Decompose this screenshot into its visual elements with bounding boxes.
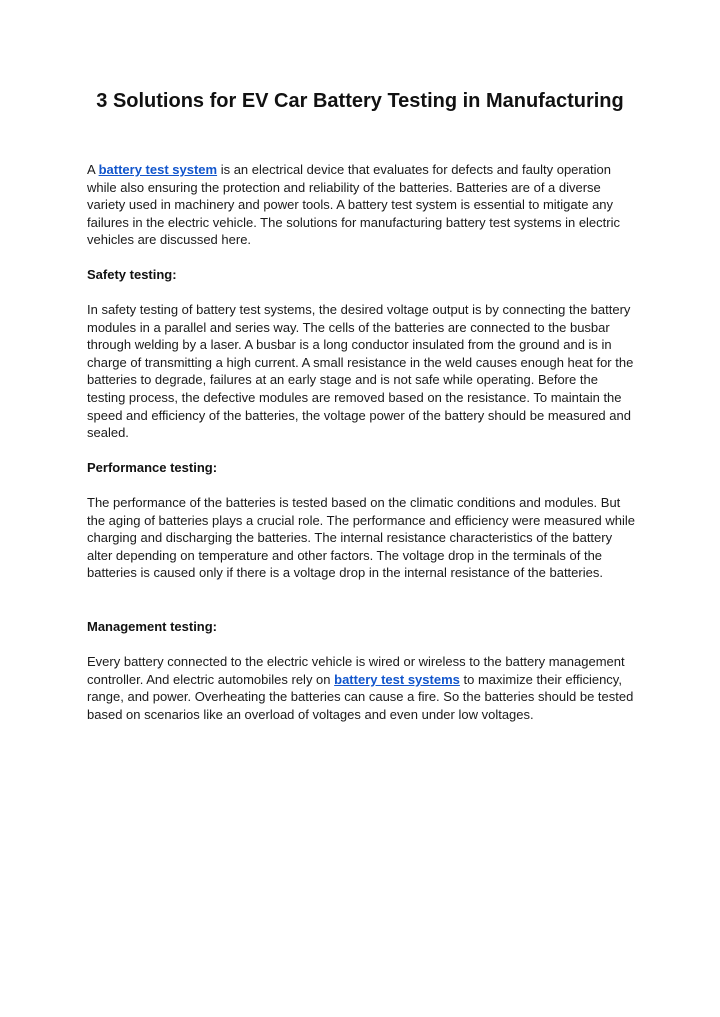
intro-prefix: A bbox=[87, 162, 99, 177]
document-title: 3 Solutions for EV Car Battery Testing in Manufacturing bbox=[96, 90, 624, 112]
section-heading-performance: Performance testing: bbox=[87, 460, 218, 475]
management-body-suffix: to maximize their efficiency, range, and power. Overheating the batteries can cause a fire. So the batteries should be tested based on scenarios like an overload of voltages and even under low voltages. bbox=[87, 671, 634, 722]
section-body-performance: The performance of the batteries is tested based on the climatic conditions and modules. But the aging of batteries plays a crucial role. The performance and efficiency were measured while charging and discharging the batteries. The internal resistance characteristics of the battery alter depending on temperature and other factors. The voltage drop in the terminals of the batteries is caused only if there is a voltage drop in the internal resistance of the batteries. bbox=[87, 495, 635, 581]
section-heading-safety: Safety testing: bbox=[87, 267, 177, 282]
section-heading-management: Management testing: bbox=[87, 619, 218, 634]
management-body-prefix: Every battery connected to the electric vehicle is wired or wireless to the battery management controller. And electric automobiles rely on bbox=[87, 654, 625, 687]
section-body-management bbox=[87, 653, 639, 723]
battery-test-systems-link[interactable]: battery test systems bbox=[334, 671, 460, 687]
intro-suffix: is an electrical device that evaluates for defects and faulty operation while also ensuring the protection and reliability of the batteries. Batteries are of a diverse variety used in machinery and power tools. A battery test system is essential to mitigate any failures in the electric vehicle. The solutions for manufacturing battery test systems in electric vehicles are discussed here. bbox=[87, 162, 620, 248]
intro-paragraph bbox=[87, 161, 639, 249]
battery-test-system-link[interactable]: battery test system bbox=[98, 162, 218, 177]
section-body-safety: In safety testing of battery test systems, the desired voltage output is by connecting the battery modules in a parallel and series way. The cells of the batteries are connected to the busbar through welding by a laser. A busbar is a long conductor insulated from the ground and is in charge of transmitting a high current. A small resistance in the weld causes enough heat for the batteries to degrade, failures at an early stage and is not safe while operating. Before the testing process, the defective modules are removed based on the resistance. To maintain the speed and efficiency of the batteries, the voltage power of the battery should be measured and sealed. bbox=[87, 302, 634, 441]
